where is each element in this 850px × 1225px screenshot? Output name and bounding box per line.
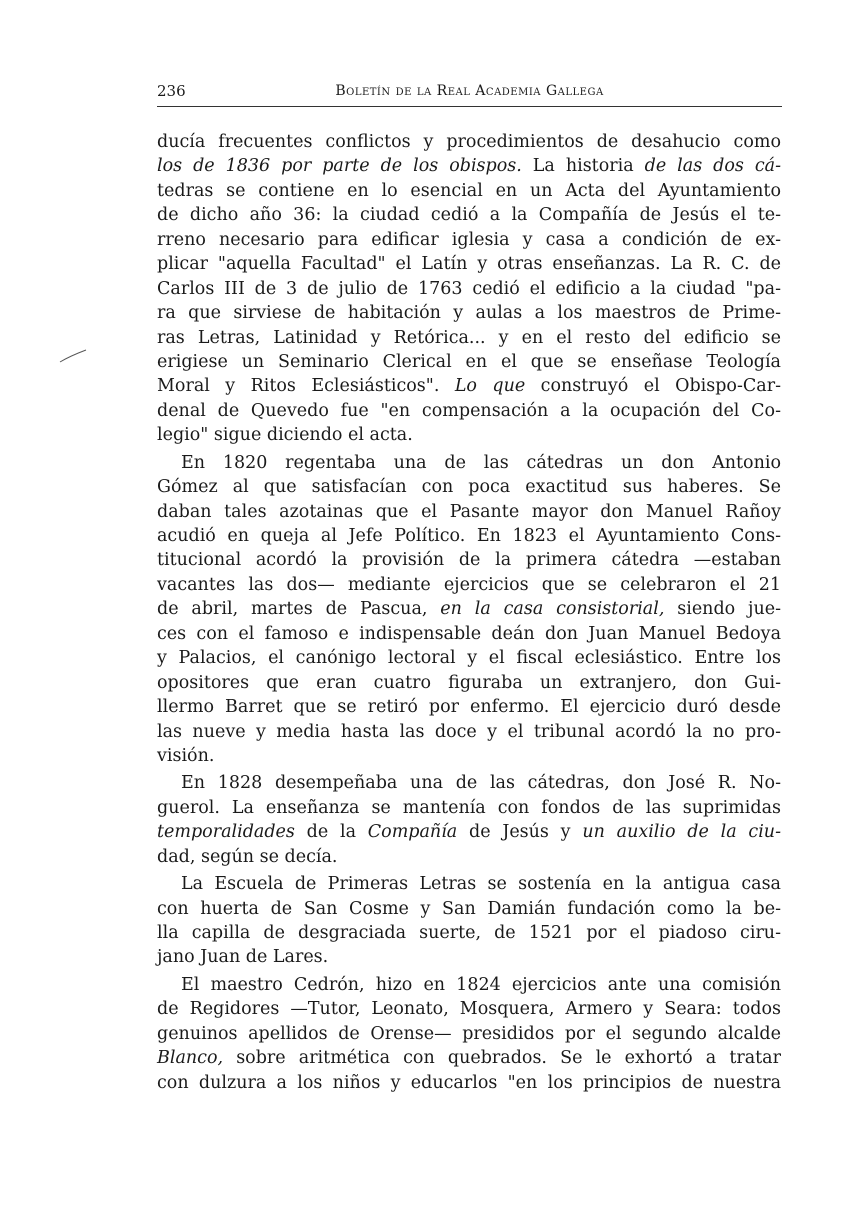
text: con dulzura a los niños y educarlos "en los principios de nuestra	[157, 1072, 781, 1093]
text-line	[157, 671, 781, 695]
text: La Escuela de Primeras Letras se sostenía en la antigua casa	[181, 874, 781, 895]
text: plicar "aquella Facultad" el Latín y otras enseñanzas. La R. C. de	[157, 254, 781, 275]
text-line	[157, 820, 781, 844]
italic-text: en la casa consistorial,	[440, 599, 665, 620]
text: dad, según se decía.	[157, 846, 338, 867]
italic-text: Compañía	[367, 822, 458, 843]
text-line	[157, 374, 781, 398]
text: Carlos III de 3 de julio de 1763 cedió el edificio a la ciudad "pa-	[157, 278, 781, 299]
text-line	[157, 646, 781, 670]
paragraph	[157, 872, 781, 970]
text-line	[157, 796, 781, 820]
text: ces con el famoso e indispensable deán don Juan Manuel Bedoya	[157, 623, 781, 644]
text-line	[157, 597, 781, 621]
text: vacantes las dos— mediante ejercicios que se celebraron el 21	[157, 574, 781, 595]
text-line	[157, 228, 781, 252]
text-line	[157, 130, 781, 154]
text: guerol. La enseñanza se mantenía con fondos de las suprimidas	[157, 797, 781, 818]
text: tedras se contiene en lo esencial en un Acta del Ayuntamiento	[157, 180, 781, 201]
text: de abril, martes de Pascua,	[157, 599, 441, 620]
italic-text: Lo que	[454, 376, 526, 397]
text: construyó el Obispo-Car-	[525, 376, 781, 397]
text-line	[157, 1071, 781, 1095]
text-line	[157, 897, 781, 921]
document-body	[157, 130, 781, 1095]
text: rreno necesario para edificar iglesia y casa a condición de ex-	[157, 229, 781, 250]
text: denal de Quevedo fue "en compensación a la ocupación del Co-	[157, 400, 781, 421]
text-line	[157, 744, 781, 768]
italic-text: temporalidades	[157, 822, 295, 843]
text-line	[157, 1022, 781, 1046]
text: sobre aritmética con quebrados. Se le exhortó a tratar	[223, 1048, 781, 1069]
text-line	[157, 179, 781, 203]
text-line	[157, 277, 781, 301]
text: de la	[294, 822, 368, 843]
text: Moral y Ritos Eclesiásticos".	[157, 376, 455, 397]
text-line	[157, 720, 781, 744]
paragraph	[157, 771, 781, 869]
text-line	[157, 997, 781, 1021]
text-line	[157, 573, 781, 597]
paragraph	[157, 130, 781, 448]
text-line	[157, 203, 781, 227]
paragraph	[157, 451, 781, 769]
text: acudió en queja al Jefe Político. En 1823 el Ayuntamiento Cons-	[157, 526, 781, 546]
text-line	[157, 301, 781, 325]
text-line	[157, 451, 781, 475]
text-line	[157, 524, 781, 548]
text-line	[157, 423, 781, 447]
italic-text: un auxilio de la ciu-	[582, 822, 781, 843]
text: erigiese un Seminario Clerical en el que se enseñase Teología	[157, 351, 781, 372]
text: legio" sigue diciendo el acta.	[157, 425, 413, 446]
paragraph	[157, 973, 781, 1095]
text: En 1828 desempeñaba una de las cátedras, don José R. No-	[181, 773, 781, 794]
text-line	[157, 326, 781, 350]
text: titucional acordó la provisión de la primera cátedra —estaban	[157, 550, 781, 571]
text-line	[157, 399, 781, 423]
text-line	[157, 845, 781, 869]
text-line	[157, 622, 781, 646]
text: lla capilla de desgraciada suerte, de 1521 por el piadoso ciru-	[157, 923, 781, 943]
text-line	[157, 771, 781, 795]
text: llermo Barret que se retiró por enfermo. El ejercicio duró desde	[157, 697, 781, 718]
text-line	[157, 475, 781, 499]
text: siendo jue-	[664, 599, 781, 620]
text: Gómez al que satisfacían con poca exactitud sus haberes. Se	[157, 477, 781, 498]
text: de Jesús y	[457, 822, 583, 843]
running-title: Boletín de la Real Academia Gallega	[335, 83, 604, 99]
text: En 1820 regentaba una de las cátedras un don Antonio	[181, 452, 781, 473]
text-line	[157, 500, 781, 524]
italic-text: los de 1836 por parte de los obispos.	[157, 156, 522, 177]
text: opositores que eran cuatro figuraba un extranjero, don Gui-	[157, 672, 781, 693]
text: visión.	[157, 745, 215, 766]
text-line	[157, 548, 781, 572]
text-line	[157, 945, 781, 969]
text: con huerta de San Cosme y San Damián fundación como la be-	[157, 898, 781, 919]
text: jano Juan de Lares.	[157, 947, 329, 968]
text-line	[157, 872, 781, 896]
text-line	[157, 252, 781, 276]
text: y Palacios, el canónigo lectoral y el fiscal eclesiástico. Entre los	[157, 648, 781, 669]
text: las nueve y media hasta las doce y el tribunal acordó la no pro-	[157, 721, 781, 742]
text-line	[157, 1046, 781, 1070]
page-header	[157, 80, 782, 107]
text: El maestro Cedrón, hizo en 1824 ejercicios ante una comisión	[181, 974, 781, 995]
text: La historia	[521, 156, 645, 177]
text: genuinos apellidos de Orense— presididos por el segundo alcalde	[157, 1023, 781, 1044]
text: de Regidores —Tutor, Leonato, Mosquera, Armero y Seara: todos	[157, 999, 781, 1020]
text: daban tales azotainas que el Pasante mayor don Manuel Rañoy	[157, 501, 781, 522]
text: de dicho año 36: la ciudad cedió a la Compañía de Jesús el te-	[157, 205, 781, 226]
text: ducía frecuentes conflictos y procedimientos de desahucio como	[157, 132, 781, 152]
text-line	[157, 350, 781, 374]
text-line	[157, 154, 781, 178]
text-line	[157, 695, 781, 719]
italic-text: de las dos cá-	[644, 156, 782, 177]
page-number: 236	[157, 82, 186, 100]
text-line	[157, 921, 781, 945]
text: ras Letras, Latinidad y Retórica... y en el resto del edificio se	[157, 327, 781, 348]
italic-text: Blanco,	[157, 1048, 224, 1069]
text: ra que sirviese de habitación y aulas a los maestros de Prime-	[157, 303, 781, 324]
text-line	[157, 973, 781, 997]
pen-mark-icon	[58, 348, 88, 364]
